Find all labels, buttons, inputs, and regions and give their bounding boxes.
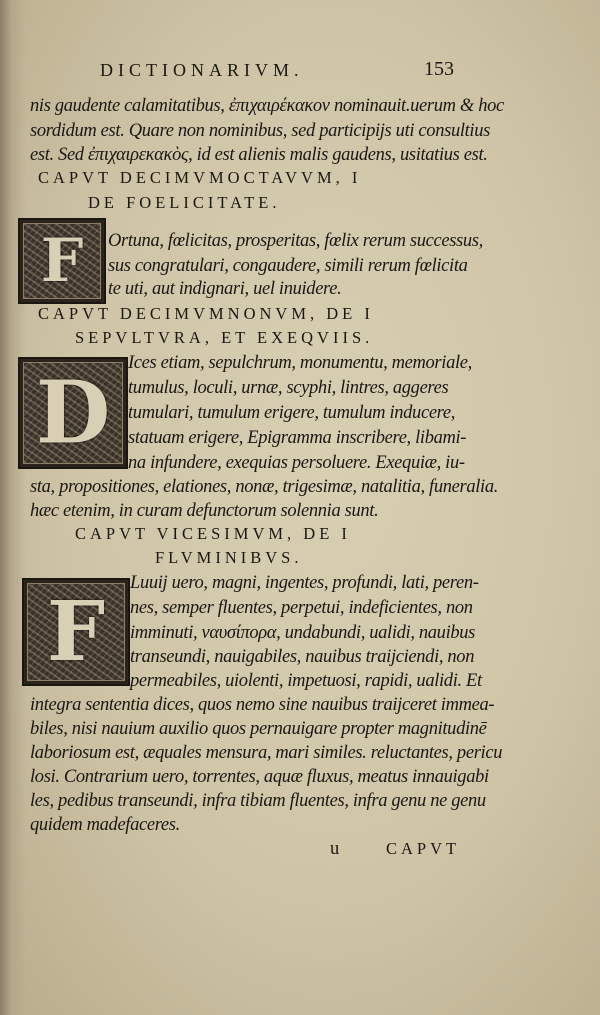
- intro-line: est. Sed ἐπιχαιρεκακὸς, id est alienis malis gaudens, usitatius est.: [30, 145, 488, 165]
- woodcut-initial: [22, 578, 130, 686]
- body-line: statuam erigere, Epigramma inscribere, libami-: [128, 428, 467, 448]
- body-line: hæc etenim, in curam defunctorum solennia sunt.: [30, 501, 379, 521]
- body-line: Luuij uero, magni, ingentes, profundi, lati, peren-: [130, 573, 479, 593]
- signature-mark: u: [330, 839, 339, 859]
- body-line: imminuti, ναυσίπορα, undabundi, ualidi, nauibus: [130, 623, 476, 643]
- body-line: nes, semper fluentes, perpetui, indeficientes, non: [130, 598, 473, 618]
- catchword: CAPVT: [386, 839, 461, 858]
- woodcut-initial: [18, 357, 128, 469]
- chapter-heading: CAPVT DECIMVMNONVM, DE I: [38, 304, 374, 323]
- body-line: les, pedibus transeundi, infra tibiam fluentes, infra genu ne genu: [30, 791, 486, 811]
- body-line: biles, nisi nauium auxilio quos pernauigare propter magnitudinē: [30, 719, 487, 739]
- woodcut-initial: [18, 218, 106, 304]
- chapter-subheading: FLVMINIBVS.: [155, 548, 303, 567]
- body-line: na infundere, exequias persoluere. Exequiæ, iu-: [128, 453, 465, 473]
- body-line: Ices etiam, sepulchrum, monumentu, memoriale,: [128, 353, 472, 373]
- running-title: DICTIONARIVM.: [100, 60, 304, 80]
- body-line: tumulus, loculi, urnæ, scyphi, lintres, aggeres: [128, 378, 449, 398]
- chapter-subheading: DE FOELICITATE.: [88, 193, 281, 212]
- initial-letter: F: [46, 584, 106, 680]
- initial-letter: D: [35, 362, 111, 464]
- intro-line: sordidum est. Quare non nominibus, sed participijs uti consultius: [30, 121, 490, 141]
- body-line: losi. Contrarium uero, torrentes, aquæ fluxus, meatus innauigabi: [30, 767, 489, 787]
- body-line: integra sententia dices, quos nemo sine nauibus traijceret immea-: [30, 695, 495, 715]
- body-line: Ortuna, fœlicitas, prosperitas, fœlix rerum successus,: [108, 231, 483, 251]
- body-line: sus congratulari, congaudere, simili rerum fœlicita: [108, 256, 468, 276]
- intro-line: nis gaudente calamitatibus, ἐπιχαιρέκακον nominauit.uerum & hoc: [30, 96, 504, 116]
- body-line: laboriosum est, æquales mensura, mari similes. reluctantes, pericu: [30, 743, 503, 763]
- chapter-subheading: SEPVLTVRA, ET EXEQVIIS.: [75, 328, 374, 347]
- body-line: quidem madefaceres.: [30, 815, 180, 835]
- body-line: transeundi, nauigabiles, nauibus traijciendi, non: [130, 647, 475, 667]
- page-gutter-shadow: [0, 0, 26, 1015]
- body-line: te uti, aut indignari, uel inuidere.: [108, 279, 342, 299]
- page-number: 153: [424, 58, 454, 80]
- body-line: permeabiles, uiolenti, impetuosi, rapidi, ualidi. Et: [130, 671, 482, 691]
- initial-letter: F: [40, 226, 84, 296]
- body-line: tumulari, tumulum erigere, tumulum inducere,: [128, 403, 455, 423]
- chapter-heading: CAPVT VICESIMVM, DE I: [75, 524, 351, 543]
- body-line: sta, propositiones, elationes, nonæ, trigesimæ, natalitia, funeralia.: [30, 477, 498, 497]
- chapter-heading: CAPVT DECIMVMOCTAVVM, I: [38, 168, 362, 187]
